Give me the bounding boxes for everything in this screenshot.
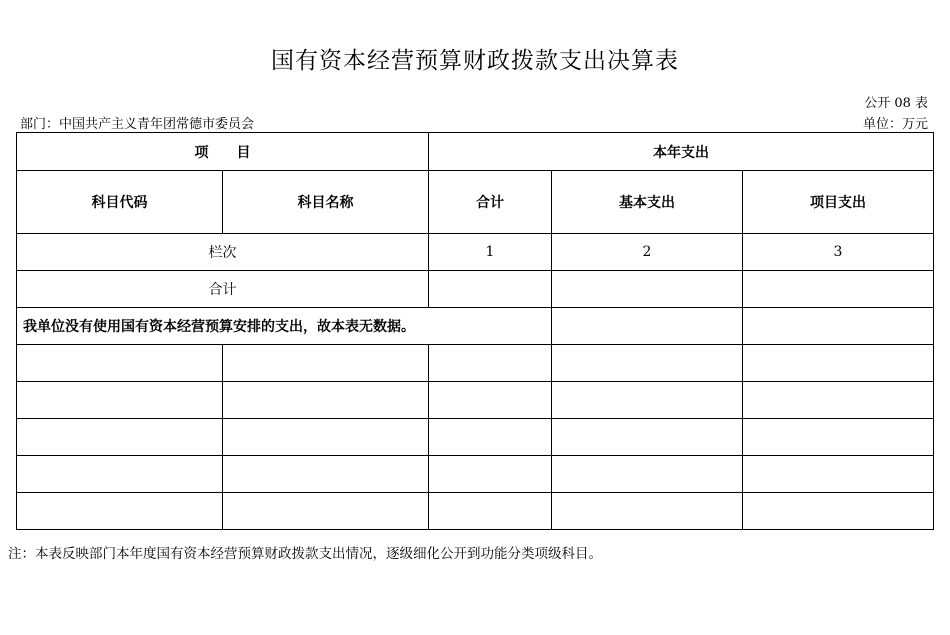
table-cell: [17, 419, 223, 456]
table-cell: [743, 308, 934, 345]
table-cell: [743, 419, 934, 456]
table-cell: [743, 345, 934, 382]
header-item: 项 目: [17, 133, 429, 171]
footnote: 注：本表反映部门本年度国有资本经营预算财政拨款支出情况，逐级细化公开到功能分类项级科目。: [8, 546, 602, 562]
table-cell: [223, 456, 429, 493]
table-cell: [429, 419, 552, 456]
table-cell: [17, 493, 223, 530]
table-row: [17, 456, 934, 493]
table-cell: [743, 493, 934, 530]
form-number: 公开 08 表: [864, 96, 928, 111]
row-lanci-c1: 1: [429, 234, 552, 271]
table-cell: [17, 456, 223, 493]
table-cell: [223, 419, 429, 456]
row-lanci-label: 栏次: [17, 234, 429, 271]
table-cell: [743, 382, 934, 419]
table-row-notice: [17, 308, 934, 345]
table-cell: [429, 382, 552, 419]
table-cell: [552, 456, 743, 493]
table-cell: [552, 493, 743, 530]
row-lanci-c3: 3: [743, 234, 934, 271]
table-cell: [223, 493, 429, 530]
col-subject-name: 科目名称: [223, 171, 429, 234]
table-cell: [429, 345, 552, 382]
col-project-expenditure: 项目支出: [743, 171, 934, 234]
department-label: 部门：中国共产主义青年团常德市委员会: [20, 117, 255, 132]
row-total-c3: [743, 271, 934, 308]
table-cell: [743, 456, 934, 493]
col-basic-expenditure: 基本支出: [552, 171, 743, 234]
unit-label: 单位：万元: [862, 117, 928, 132]
col-subject-code: 科目代码: [17, 171, 223, 234]
row-lanci-c2: 2: [552, 234, 743, 271]
table-cell: [223, 345, 429, 382]
table-row-lanci: [17, 234, 934, 271]
row-total-label: 合计: [17, 271, 429, 308]
header-current-year-expenditure: 本年支出: [429, 133, 934, 171]
table-cell: [552, 382, 743, 419]
expenditure-table: [16, 132, 934, 530]
table-row: [17, 382, 934, 419]
table-row-total: [17, 271, 934, 308]
table-cell: [429, 493, 552, 530]
table-row: [17, 345, 934, 382]
table-cell: [17, 345, 223, 382]
table-row: [17, 493, 934, 530]
col-total: 合计: [429, 171, 552, 234]
row-total-c1: [429, 271, 552, 308]
table-cell: [552, 419, 743, 456]
table-cell: [223, 382, 429, 419]
table-row: [17, 419, 934, 456]
table-cell: [429, 456, 552, 493]
table-cell: [552, 345, 743, 382]
row-total-c2: [552, 271, 743, 308]
table-cell: [17, 382, 223, 419]
page-title: 国有资本经营预算财政拨款支出决算表: [271, 48, 679, 74]
table-cell: [552, 308, 743, 345]
no-data-notice: 我单位没有使用国有资本经营预算安排的支出，故本表无数据。: [17, 308, 552, 345]
